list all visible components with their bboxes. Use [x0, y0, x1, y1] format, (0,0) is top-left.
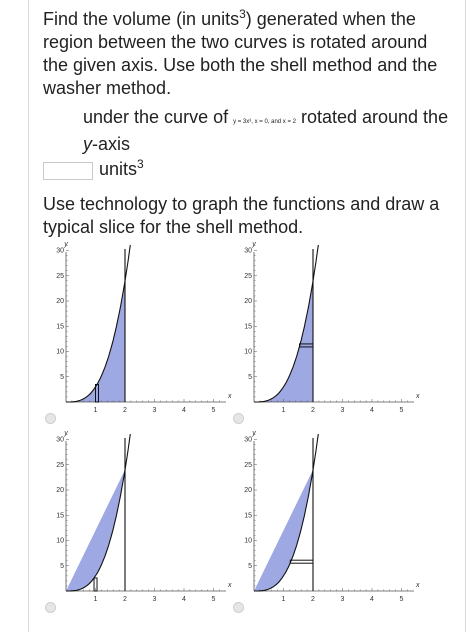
- y-tick-label: 20: [56, 298, 64, 305]
- shaded-region: [66, 470, 125, 591]
- axis-variable: y: [83, 134, 92, 154]
- question-text-part1: Find the volume (in units: [43, 9, 240, 29]
- x-axis-label: x: [228, 393, 232, 400]
- y-tick-label: 20: [244, 298, 252, 305]
- y-tick-label: 15: [244, 323, 252, 331]
- question-text-part2: ) generated when the region between the two curves is rotated around the given axis. Use both the shell method and the washer method.: [43, 9, 438, 98]
- x-tick-label: 1: [93, 596, 98, 603]
- subquestion-text-rotation: rotated around the: [295, 107, 449, 127]
- x-tick-label: 4: [370, 407, 374, 414]
- x-axis-label: x: [416, 582, 420, 589]
- x-tick-label: 3: [340, 407, 345, 414]
- y-tick-label: 30: [244, 436, 252, 444]
- y-tick-label: 20: [244, 487, 252, 494]
- x-tick-label: 3: [340, 596, 345, 603]
- x-tick-label: 2: [123, 596, 127, 603]
- x-tick-label: 1: [93, 407, 98, 414]
- units-superscript: 3: [239, 7, 246, 21]
- y-tick-label: 5: [248, 562, 252, 570]
- x-tick-label: 4: [182, 596, 186, 603]
- subquestion-text: under the curve of: [83, 107, 234, 127]
- answer-input[interactable]: [43, 162, 93, 180]
- y-axis-label: y: [64, 241, 68, 248]
- y-tick-label: 30: [56, 247, 64, 255]
- axis-suffix: -axis: [92, 134, 131, 154]
- choice-radio-b[interactable]: [233, 413, 244, 424]
- subquestion: [83, 106, 463, 155]
- y-tick-label: 5: [248, 373, 252, 381]
- shaded-region: [254, 281, 313, 402]
- choice-radio-a[interactable]: [45, 413, 56, 424]
- y-axis-label: y: [252, 241, 256, 248]
- y-tick-label: 20: [56, 487, 64, 494]
- choice-radio-d[interactable]: [233, 602, 244, 613]
- slice-rectangle: [290, 560, 313, 563]
- x-tick-label: 3: [152, 407, 157, 414]
- x-tick-label: 5: [399, 596, 404, 603]
- y-tick-label: 10: [56, 348, 64, 356]
- x-tick-label: 4: [182, 407, 186, 414]
- x-tick-label: 2: [123, 407, 127, 414]
- x-tick-label: 1: [281, 407, 286, 414]
- x-tick-label: 5: [399, 407, 404, 414]
- x-tick-label: 4: [370, 596, 374, 603]
- y-tick-label: 15: [244, 512, 252, 520]
- y-tick-label: 5: [60, 373, 64, 381]
- y-tick-label: 25: [56, 461, 64, 469]
- x-axis-label: x: [416, 393, 420, 400]
- y-tick-label: 5: [60, 562, 64, 570]
- equation-image-text: y = 3x³, x = 0, and x = 2: [233, 119, 296, 125]
- y-tick-label: 25: [244, 272, 252, 280]
- units-label: [99, 159, 144, 180]
- y-tick-label: 15: [56, 512, 64, 520]
- units-label-superscript: 3: [137, 157, 144, 171]
- x-tick-label: 5: [211, 596, 216, 603]
- y-tick-label: 25: [56, 272, 64, 280]
- x-tick-label: 2: [311, 596, 315, 603]
- y-tick-label: 10: [244, 537, 252, 545]
- graph-choice-c: [56, 430, 241, 616]
- graph-choice-b: [244, 241, 429, 427]
- x-tick-label: 3: [152, 596, 157, 603]
- graph-instruction: Use technology to graph the functions and draw a typical slice for the shell method.: [43, 194, 440, 237]
- question-text: [43, 8, 453, 100]
- shaded-region: [66, 281, 125, 402]
- y-tick-label: 10: [56, 537, 64, 545]
- graph-choice-d: [244, 430, 429, 616]
- x-tick-label: 1: [281, 596, 286, 603]
- x-tick-label: 5: [211, 407, 216, 414]
- shaded-region: [254, 470, 313, 591]
- x-tick-label: 2: [311, 407, 315, 414]
- graph-choice-a: [56, 241, 241, 427]
- units-text: units: [99, 159, 138, 179]
- x-axis-label: x: [228, 582, 232, 589]
- y-axis-label: y: [252, 430, 256, 437]
- y-tick-label: 30: [244, 247, 252, 255]
- choice-radio-c[interactable]: [45, 602, 56, 613]
- y-tick-label: 15: [56, 323, 64, 331]
- y-tick-label: 10: [244, 348, 252, 356]
- y-tick-label: 25: [244, 461, 252, 469]
- y-tick-label: 30: [56, 436, 64, 444]
- y-axis-label: y: [64, 430, 68, 437]
